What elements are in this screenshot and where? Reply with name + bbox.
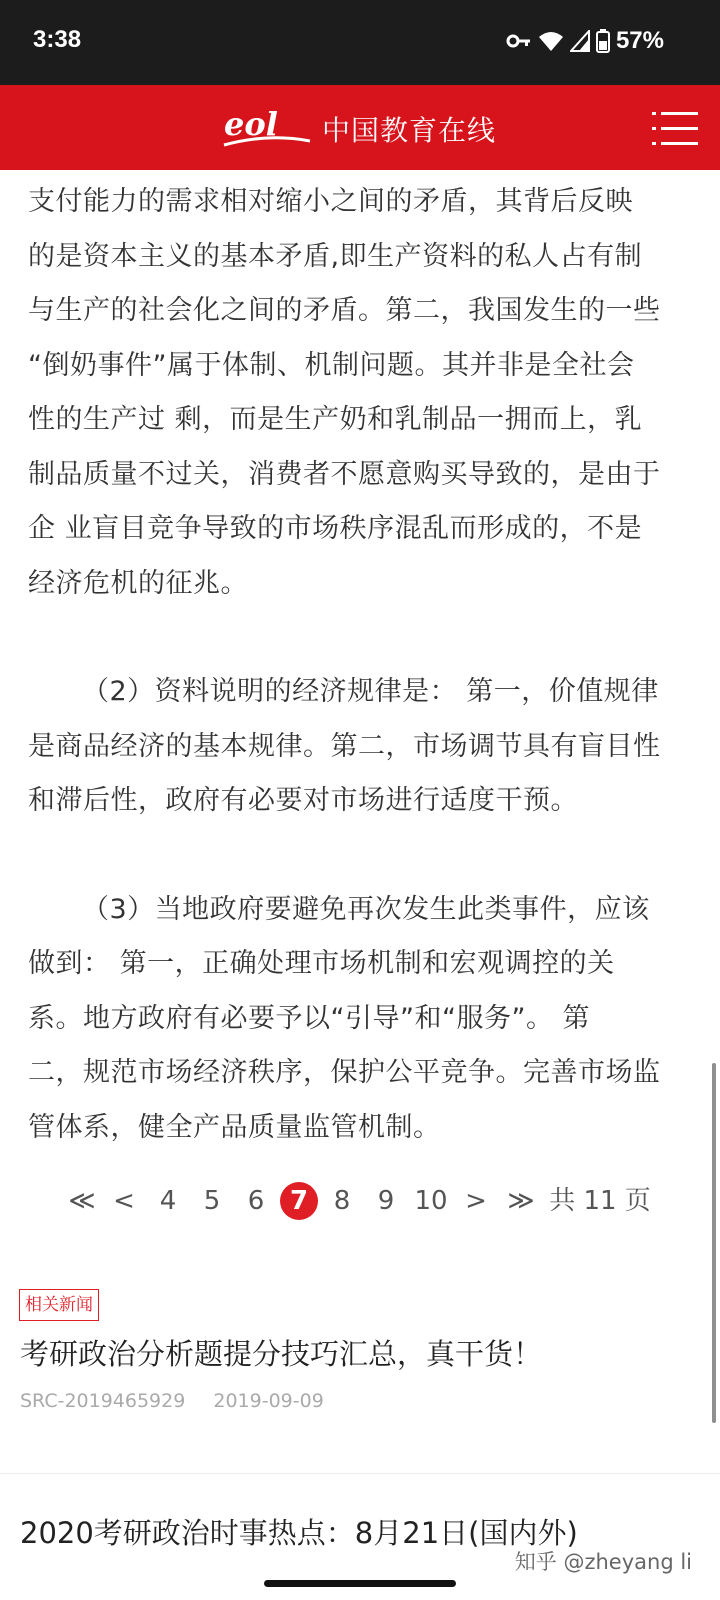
text-line: 制品质量不过关，消费者不愿意购买导致的，是由于 <box>28 458 661 490</box>
scrollbar-thumb[interactable] <box>712 1063 716 1423</box>
article-paragraph <box>28 665 692 829</box>
pagination <box>0 1178 720 1224</box>
divider <box>0 1473 720 1474</box>
text-line: 企 业盲目竞争导致的市场秩序混乱而形成的，不是 <box>28 513 643 544</box>
home-gesture-handle[interactable] <box>264 1580 456 1587</box>
page-link-10[interactable]: 10 <box>414 1186 448 1216</box>
text-line: （3）当地政府要避免再次发生此类事件，应该 <box>82 893 650 925</box>
eol-logo[interactable] <box>222 105 312 151</box>
first-page-link[interactable]: ≪ <box>68 1186 96 1216</box>
page-link-6[interactable]: 6 <box>247 1186 265 1216</box>
text-line: 二，规范市场经济秩序，保护公平竞争。完善市场监 <box>28 1057 661 1088</box>
news-list-item[interactable] <box>20 1334 700 1412</box>
status-icons <box>506 26 664 56</box>
menu-icon <box>652 111 698 147</box>
last-page-link[interactable]: ≫ <box>507 1186 535 1216</box>
status-time: 3:38 <box>33 26 82 53</box>
text-line: 做到： 第一，正确处理市场机制和宏观调控的关 <box>28 948 615 979</box>
page-link-9[interactable]: 9 <box>377 1186 395 1216</box>
text-line: 经济危机的征兆。 <box>28 567 248 599</box>
article-body <box>28 175 692 1155</box>
text-line: 和滞后性，政府有必要对市场进行适度干预。 <box>28 785 578 816</box>
page-link-5[interactable]: 5 <box>203 1186 221 1216</box>
site-brand-name[interactable]: 中国教育在线 <box>322 114 497 147</box>
page-link-8[interactable]: 8 <box>333 1186 351 1216</box>
site-header <box>0 85 720 170</box>
page-link-4[interactable]: 4 <box>159 1186 177 1216</box>
text-line: （2）资料说明的经济规律是： 第一，价值规律 <box>82 676 659 707</box>
text-line: 性的生产过 剩，而是生产奶和乳制品一拥而上，乳 <box>28 404 643 435</box>
news-meta <box>20 1390 700 1412</box>
news-source: SRC-2019465929 <box>20 1390 186 1412</box>
related-news-tag: 相关新闻 <box>19 1289 99 1321</box>
next-page-link[interactable]: > <box>465 1186 487 1216</box>
news-title[interactable]: 考研政治分析题提分技巧汇总，真干货！ <box>20 1337 543 1371</box>
status-bar <box>0 0 720 85</box>
key-icon <box>506 33 532 49</box>
current-page-indicator[interactable]: 7 <box>280 1182 318 1220</box>
battery-percent: 57% <box>615 27 664 54</box>
text-line: “倒奶事件”属于体制、机制问题。其并非是全社会 <box>28 349 635 381</box>
article-paragraph <box>28 175 692 611</box>
text-line: 与生产的社会化之间的矛盾。第二，我国发生的一些 <box>28 295 661 326</box>
total-pages-label: 共 11 页 <box>549 1186 651 1216</box>
text-line: 管体系，健全产品质量监管机制。 <box>28 1111 441 1143</box>
news-date: 2019-09-09 <box>213 1390 324 1412</box>
prev-page-link[interactable]: < <box>113 1186 135 1216</box>
zhihu-watermark: 知乎 @zheyang li <box>514 1550 692 1574</box>
svg-text:eol: eol <box>224 105 278 143</box>
battery-icon <box>596 29 610 53</box>
text-line: 支付能力的需求相对缩小之间的矛盾，其背后反映 <box>28 186 633 217</box>
article-paragraph <box>28 883 692 1156</box>
text-line: 是商品经济的基本规律。第二，市场调节具有盲目性 <box>28 730 661 762</box>
news-title[interactable]: 2020考研政治时事热点：8月21日(国内外) <box>20 1516 578 1550</box>
signal-icon <box>570 30 590 52</box>
text-line: 的是资本主义的基本矛盾,即生产资料的私人占有制 <box>28 240 643 272</box>
wifi-icon <box>538 30 564 52</box>
text-line: 系。地方政府有必要予以“引导”和“服务”。 第 <box>28 1002 591 1034</box>
menu-button[interactable] <box>652 111 698 147</box>
